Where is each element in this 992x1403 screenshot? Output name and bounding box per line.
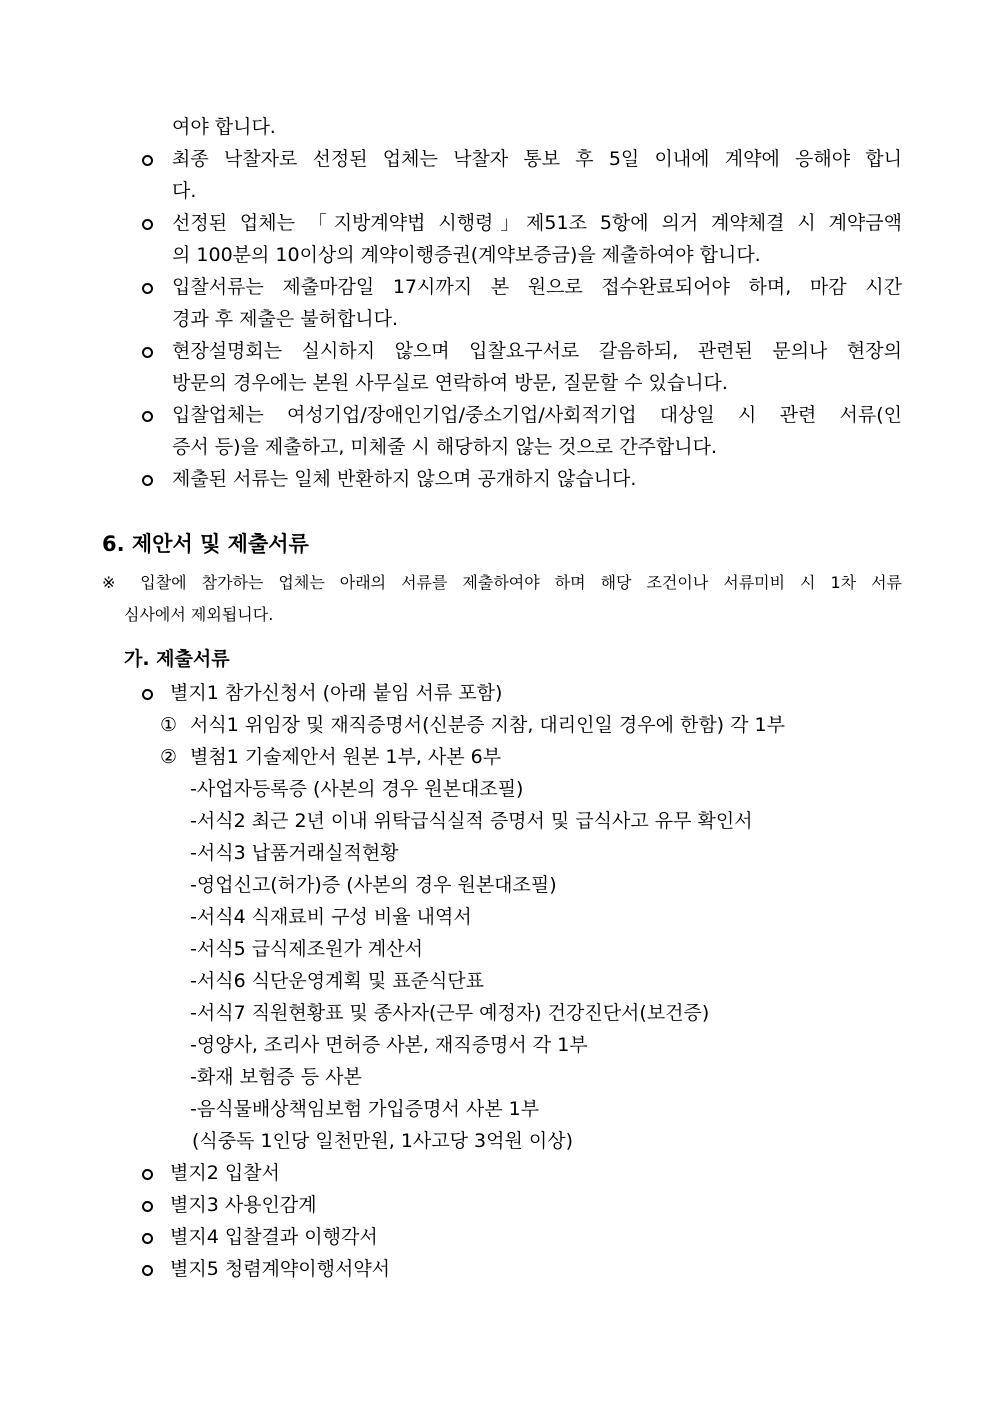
document-item: -음식물배상책임보험 가입증명서 사본 1부 — [190, 1098, 540, 1120]
attachment-item: 별지5 청렴계약이행서약서 — [170, 1258, 391, 1280]
bullet-line: 입찰서류는 제출마감일 17시까지 본 원으로 접수완료되어야 하며, 마감 시간 — [172, 276, 902, 298]
bullet-line: 선정된 업체는 「지방계약법 시행령」제51조 5항에 의거 계약체결 시 계약금액 — [172, 212, 902, 234]
circle-bullet-icon — [142, 411, 153, 422]
circle-bullet-icon — [142, 155, 153, 166]
bullet-line: 증서 등)을 제출하고, 미체줄 시 해당하지 않는 것으로 간주합니다. — [172, 436, 718, 458]
attachment-item: 별지4 입찰결과 이행각서 — [170, 1226, 378, 1248]
bullet-line: 의 100분의 10이상의 계약이행증권(계약보증금)을 제출하여야 합니다. — [172, 244, 761, 266]
circle-bullet-icon — [142, 219, 153, 230]
document-item: -화재 보험증 등 사본 — [190, 1066, 362, 1088]
section-note-line: 심사에서 제외됩니다. — [124, 605, 274, 624]
document-item: -서식7 직원현황표 및 종사자(근무 예정자) 건강진단서(보건증) — [190, 1002, 710, 1024]
document-item-note: (식중독 1인당 일천만원, 1사고당 3억원 이상) — [192, 1130, 573, 1152]
circle-bullet-icon — [142, 283, 153, 294]
circle-bullet-icon — [142, 689, 153, 700]
document-item: -서식3 납품거래실적현황 — [190, 842, 399, 864]
document-item: -서식5 급식제조원가 계산서 — [190, 938, 423, 960]
attachment-item: 별지3 사용인감계 — [170, 1194, 317, 1216]
circle-bullet-icon — [142, 475, 153, 486]
section-note-line: ※ 입찰에 참가하는 업체는 아래의 서류를 제출하여야 하며 해당 조건이나 서류미비 시 1차 서류 — [102, 573, 902, 592]
document-item: -서식4 식재료비 구성 비율 내역서 — [190, 906, 472, 928]
bullet-line: 여야 합니다. — [172, 116, 276, 138]
numbered-marker: ② — [160, 746, 178, 768]
numbered-item: 서식1 위임장 및 재직증명서(신분증 지참, 대리인일 경우에 한함) 각 1부 — [190, 714, 785, 736]
attachment-item: 별지1 참가신청서 (아래 붙임 서류 포함) — [170, 682, 503, 704]
bullet-line: 현장설명회는 실시하지 않으며 입찰요구서로 갈음하되, 관련된 문의나 현장의 — [172, 340, 902, 362]
numbered-item: 별첨1 기술제안서 원본 1부, 사본 6부 — [190, 746, 502, 768]
circle-bullet-icon — [142, 1233, 153, 1244]
bullet-line: 다. — [172, 180, 197, 202]
attachment-item: 별지2 입찰서 — [170, 1162, 280, 1184]
document-item: -영양사, 조리사 면허증 사본, 재직증명서 각 1부 — [190, 1034, 588, 1056]
bullet-line: 방문의 경우에는 본원 사무실로 연락하여 방문, 질문할 수 있습니다. — [172, 372, 728, 394]
document-item: -사업자등록증 (사본의 경우 원본대조필) — [190, 778, 524, 800]
section-title: 6. 제안서 및 제출서류 — [102, 532, 309, 556]
circle-bullet-icon — [142, 1169, 153, 1180]
circle-bullet-icon — [142, 1265, 153, 1276]
circle-bullet-icon — [142, 347, 153, 358]
circle-bullet-icon — [142, 1201, 153, 1212]
document-item: -영업신고(허가)증 (사본의 경우 원본대조필) — [190, 874, 557, 896]
numbered-marker: ① — [160, 714, 178, 736]
bullet-line: 최종 낙찰자로 선정된 업체는 낙찰자 통보 후 5일 이내에 계약에 응해야 합니 — [172, 148, 902, 170]
subsection-title: 가. 제출서류 — [124, 648, 230, 670]
bullet-line: 제출된 서류는 일체 반환하지 않으며 공개하지 않습니다. — [172, 468, 637, 490]
document-item: -서식6 식단운영계획 및 표준식단표 — [190, 970, 485, 992]
bullet-line: 입찰업체는 여성기업/장애인기업/중소기업/사회적기업 대상일 시 관련 서류(인 — [172, 404, 902, 426]
bullet-line: 경과 후 제출은 불허합니다. — [172, 308, 399, 330]
document-item: -서식2 최근 2년 이내 위탁급식실적 증명서 및 급식사고 유무 확인서 — [190, 810, 753, 832]
